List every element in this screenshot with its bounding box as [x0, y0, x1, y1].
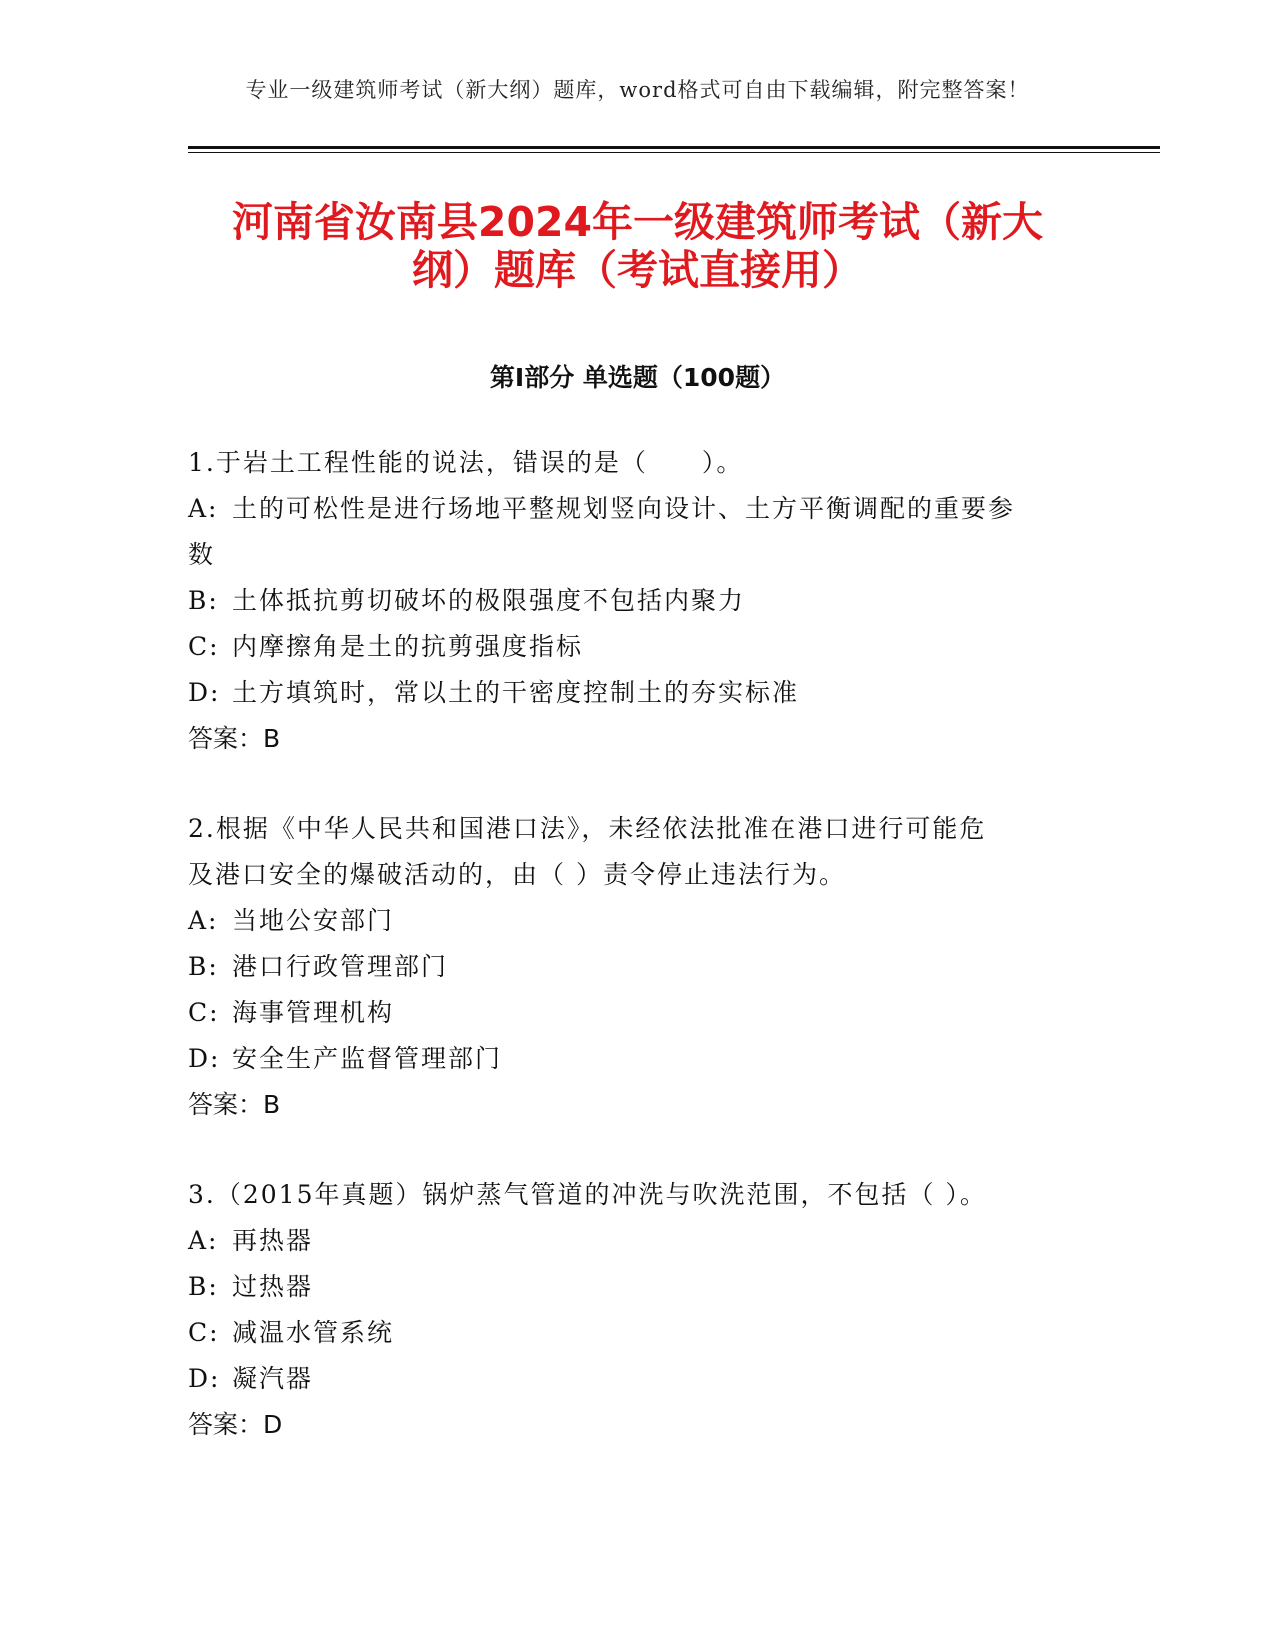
option-d	[188, 670, 1088, 716]
option-text-continued: 数	[188, 540, 216, 569]
option-letter: C:	[188, 1318, 220, 1347]
option-b	[188, 578, 1088, 624]
option-b	[188, 1264, 1088, 1310]
option-letter: A:	[188, 1226, 219, 1255]
option-letter: A:	[188, 906, 219, 935]
title-line-2: 纲）题库（考试直接用）	[412, 246, 863, 294]
option-letter: A:	[188, 494, 219, 523]
answer-line: 答案：D	[188, 1410, 283, 1439]
answer-line: 答案：B	[188, 724, 281, 753]
option-text: 海事管理机构	[232, 998, 395, 1027]
option-text: 内摩擦角是土的抗剪强度指标	[232, 632, 584, 661]
option-d	[188, 1036, 1088, 1082]
option-b	[188, 944, 1088, 990]
option-text: 当地公安部门	[232, 906, 395, 935]
question-list	[188, 440, 1088, 1492]
question-2	[188, 806, 1088, 1128]
option-letter: D:	[188, 1044, 221, 1073]
header-rule-thin	[188, 152, 1160, 153]
option-text: 土的可松性是进行场地平整规划竖向设计、土方平衡调配的重要参	[232, 494, 1016, 523]
option-c	[188, 624, 1088, 670]
document-title	[150, 198, 1125, 294]
question-stem-line-1: 2.根据《中华人民共和国港口法》，未经依法批准在港口进行可能危	[188, 814, 987, 843]
option-letter: C:	[188, 632, 220, 661]
option-text: 土方填筑时，常以土的干密度控制土的夯实标准	[232, 678, 800, 707]
header-rule-thick	[188, 146, 1160, 149]
option-text: 安全生产监督管理部门	[232, 1044, 503, 1073]
option-letter: B:	[188, 586, 219, 615]
option-letter: B:	[188, 1272, 219, 1301]
option-text: 再热器	[232, 1226, 314, 1255]
option-letter: B:	[188, 952, 219, 981]
option-text: 港口行政管理部门	[232, 952, 449, 981]
option-text: 过热器	[232, 1272, 314, 1301]
option-a-continued	[188, 532, 1088, 578]
question-3	[188, 1172, 1088, 1448]
option-c	[188, 990, 1088, 1036]
question-stem-line-2: 及港口安全的爆破活动的，由（ ）责令停止违法行为。	[188, 860, 846, 889]
option-text: 减温水管系统	[232, 1318, 395, 1347]
option-a	[188, 486, 1088, 532]
option-a	[188, 1218, 1088, 1264]
option-c	[188, 1310, 1088, 1356]
option-text: 凝汽器	[232, 1364, 314, 1393]
answer-line: 答案：B	[188, 1090, 281, 1119]
option-letter: D:	[188, 678, 221, 707]
question-stem: 1.于岩土工程性能的说法，错误的是（ ）。	[188, 448, 744, 477]
page-header: 专业一级建筑师考试（新大纲）题库，word格式可自由下载编辑，附完整答案！	[245, 78, 1030, 102]
question-stem: 3.（2015年真题）锅炉蒸气管道的冲洗与吹洗范围，不包括（ ）。	[188, 1180, 987, 1209]
question-1	[188, 440, 1088, 762]
option-text: 土体抵抗剪切破坏的极限强度不包括内聚力	[232, 586, 746, 615]
option-letter: D:	[188, 1364, 221, 1393]
option-d	[188, 1356, 1088, 1402]
title-line-1: 河南省汝南县2024年一级建筑师考试（新大	[231, 198, 1044, 246]
option-letter: C:	[188, 998, 220, 1027]
section-heading: 第Ⅰ部分 单选题（100题）	[489, 363, 786, 392]
option-a	[188, 898, 1088, 944]
